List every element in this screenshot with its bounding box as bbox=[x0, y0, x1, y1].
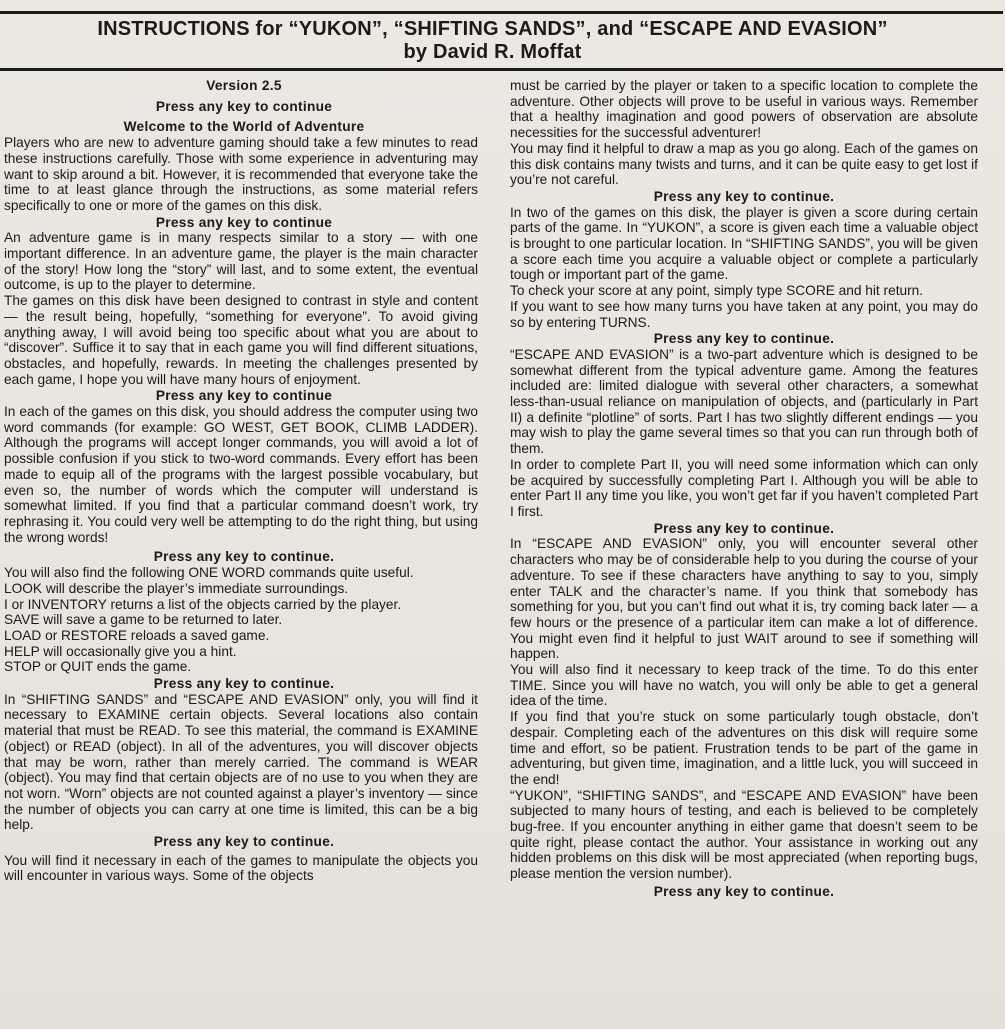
paragraph: “YUKON”, “SHIFTING SANDS”, and “ESCAPE AND EVASION” have been subjected to many hours of testing, and each is believed to be completely bug-free. If you encounter anything in either game that doesn’t seem to be quite right, please contact the author. Your assistance in working out any hidden problems on this disk will be most appreciated (when reporting bugs, please mention the version number). bbox=[510, 787, 978, 882]
command-line: I or INVENTORY returns a list of the objects carried by the player. bbox=[4, 596, 402, 612]
paragraph: must be carried by the player or taken to a specific location to complete the adventure. Other objects will prove to be useful in various ways. Remember that a healthy imagination and good powers of observation are absolute necessities for the successful adventurer! bbox=[510, 78, 978, 141]
left-column bbox=[4, 77, 478, 884]
document-title: INSTRUCTIONS for “YUKON”, “SHIFTING SANDS”, and “ESCAPE AND EVASION” bbox=[97, 18, 888, 40]
press-key-prompt: Press any key to continue bbox=[155, 214, 333, 230]
paragraph: In “SHIFTING SANDS” and “ESCAPE AND EVASION” only, you will find it necessary to EXAMINE certain objects. Several locations also contain material that must be READ. To see this material, the command is EXAMINE (object) or READ (object). In all of the adventures, you will discover objects that may be worn, rather than merely carried. The command is WEAR (object). You may find that certain objects are of no use to you when they are not worn. “Worn” objects are not counted against a player’s inventory — since the number of objects you can carry at one time is limited, this can be a big help. bbox=[4, 691, 478, 833]
paragraph: An adventure game is in many respects similar to a story — with one important difference. In an adventure game, the player is the main character of the story! How long the “story” will last, and to some extent, the eventual outcome, is up to the player to determine. bbox=[4, 230, 478, 293]
press-key-prompt: Press any key to continue. bbox=[653, 883, 835, 899]
top-rule bbox=[0, 11, 1003, 14]
right-column bbox=[510, 78, 978, 900]
press-key-prompt: Press any key to continue bbox=[155, 98, 333, 114]
author-byline: by David R. Moffat bbox=[403, 41, 582, 63]
header-rule bbox=[0, 68, 1003, 71]
press-key-prompt: Press any key to continue. bbox=[653, 331, 835, 347]
section-heading: Welcome to the World of Adventure bbox=[123, 119, 365, 135]
press-key-prompt: Press any key to continue bbox=[155, 388, 333, 404]
command-line: LOAD or RESTORE reloads a saved game. bbox=[4, 627, 270, 643]
paragraph: In each of the games on this disk, you should address the computer using two word commands (for example: GO WEST, GET BOOK, CLIMB LADDER). Although the programs will accept longer commands, you will avoid a lot of possible confusion if you stick to two-word commands. Every effort has been made to equip all of the programs with the largest possible vocabulary, but even so, the number of words which the computer will understand is somewhat limited. If you find that a particular command doesn’t work, try rephrasing it. You could very well be attempting to do the right thing, but using the wrong words! bbox=[4, 404, 478, 545]
press-key-prompt: Press any key to continue. bbox=[153, 676, 335, 692]
command-line: SAVE will save a game to be returned to later. bbox=[4, 612, 283, 628]
paragraph: The games on this disk have been designed to contrast in style and content — the result being, hopefully, “something for everyone”. To avoid giving anything away, I will avoid being too specific about what you are about to “discover”. Suffice it to say that in each game you will find different situations, obstacles, and hopefully, rewards. In meeting the challenges presented by each game, I hope you will have many hours of enjoyment. bbox=[4, 293, 478, 387]
paragraph: If you find that you’re stuck on some particularly tough obstacle, don’t despair. Completing each of the adventures on this disk will require some time and effort, so be patient. Frustration tends to be part of the game in adventuring, but given time, imagination, and a little luck, you will succeed in the end! bbox=[510, 709, 978, 787]
paragraph: You will also find the following ONE WORD commands quite useful. bbox=[4, 565, 414, 581]
paragraph: Players who are new to adventure gaming should take a few minutes to read these instructions carefully. Those with some experience in adventuring may want to skip around a bit. However, it is recommended that everyone take the time to at least glance through the instructions, as some material refers specifically to one or more of the games on this disk. bbox=[4, 135, 478, 213]
paragraph: In two of the games on this disk, the player is given a score during certain parts of the game. In “YUKON”, a score is given each time a valuable object is brought to one particular location. In “SHIFTING SANDS”, you will be given a score each time you acquire a valuable object or complete a particularly tough or important part of the game. bbox=[510, 204, 978, 283]
paragraph: In “ESCAPE AND EVASION” only, you will encounter several other characters who may be of considerable help to you during the course of your adventure. To see if these characters have anything to say to you, simply enter TALK and the character’s name. If you think that somebody has something for you, but you can’t find out what it is, try coming back later — a few hours or the presence of a particular item can make a lot of difference. You might even find it helpful to just WAIT around to see if something will happen. bbox=[510, 536, 978, 662]
paragraph: In order to complete Part II, you will need some information which can only be acquired by successfully completing Part I. Although you will be able to enter Part II any time you like, you won’t get far if you haven’t completed Part I first. bbox=[510, 456, 978, 519]
paragraph: “ESCAPE AND EVASION” is a two-part adventure which is designed to be somewhat different from the typical adventure game. Among the features included are: limited dialogue with several other characters, a somewhat less-than-usual reliance on manipulation of objects, and (particularly in Part II) a definite “plotline” of sorts. Part I has two slightly different endings — you may wish to play the game several times so that you can run through both of them. bbox=[510, 346, 978, 457]
press-key-prompt: Press any key to continue. bbox=[153, 549, 335, 565]
command-line: STOP or QUIT ends the game. bbox=[4, 659, 192, 675]
press-key-prompt: Press any key to continue. bbox=[653, 188, 835, 204]
header bbox=[0, 18, 985, 64]
paragraph: If you want to see how many turns you have taken at any point, you may do so by entering TURNS. bbox=[510, 298, 978, 330]
command-line: HELP will occasionally give you a hint. bbox=[4, 643, 237, 659]
paragraph: You may find it helpful to draw a map as you go along. Each of the games on this disk contains many twists and turns, and it can be quite easy to get lost if you’re not careful. bbox=[510, 140, 978, 188]
paragraph: To check your score at any point, simply type SCORE and hit return. bbox=[510, 283, 924, 299]
paragraph: You will find it necessary in each of the games to manipulate the objects you will encounter in various ways. Some of the objects bbox=[4, 852, 478, 884]
command-line: LOOK will describe the player’s immediate surroundings. bbox=[4, 580, 349, 596]
version-heading: Version 2.5 bbox=[206, 78, 282, 93]
press-key-prompt: Press any key to continue. bbox=[653, 520, 835, 536]
press-key-prompt: Press any key to continue. bbox=[153, 834, 335, 850]
paragraph: You will also find it necessary to keep track of the time. To do this enter TIME. Since you will have no watch, you will only be able to get a general idea of the time. bbox=[510, 662, 978, 709]
